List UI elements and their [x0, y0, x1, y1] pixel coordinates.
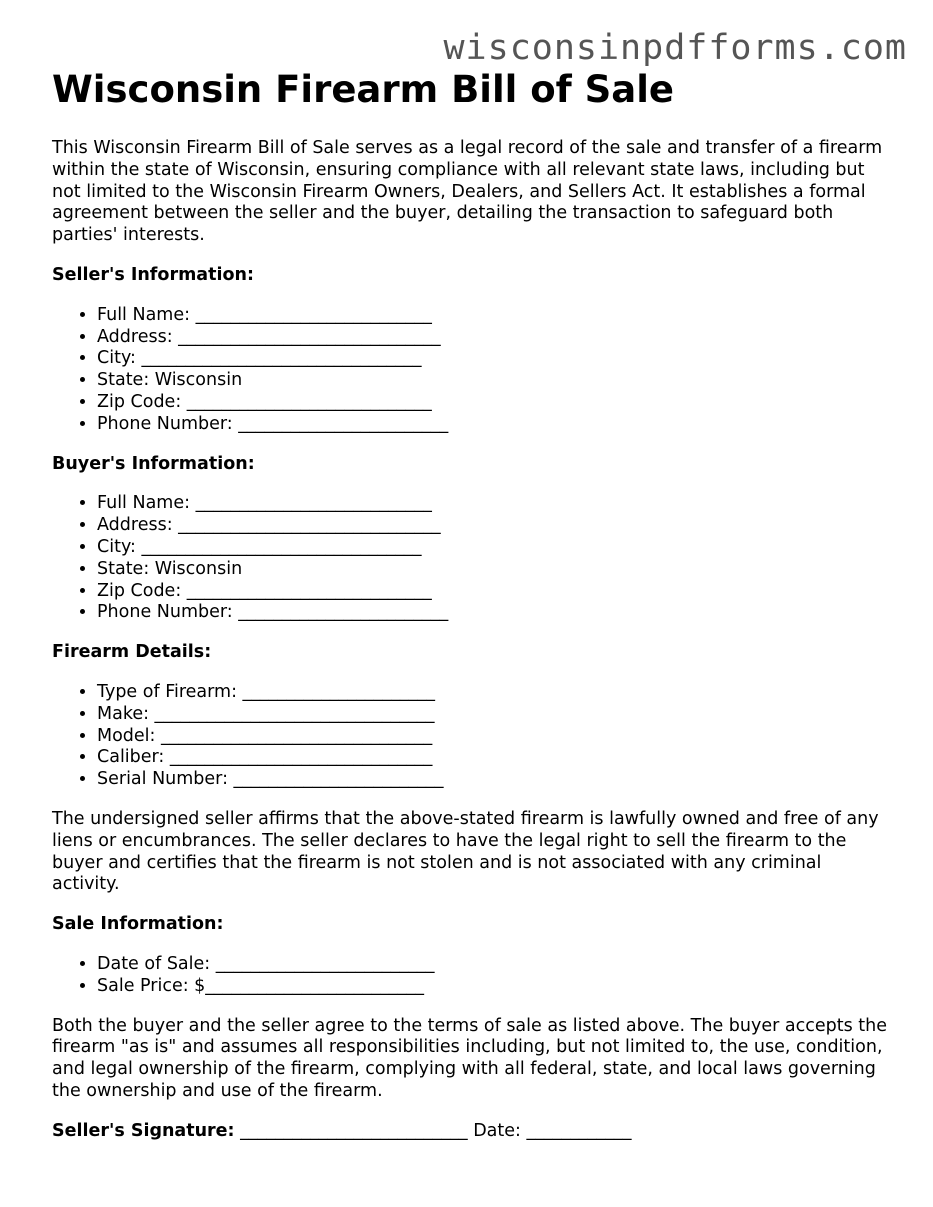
seller-list [52, 305, 892, 436]
sale-heading: Sale Information: [52, 914, 224, 935]
buyer-zip-field[interactable]: • Zip Code: ____________________________ [97, 581, 892, 603]
seller-state-field: • State: Wisconsin [97, 370, 892, 392]
seller-city-field[interactable]: • City: ________________________________ [97, 348, 892, 370]
document-body [52, 68, 892, 1142]
firearm-heading: Firearm Details: [52, 642, 212, 663]
firearm-type-field[interactable]: • Type of Firearm: ______________________ [97, 682, 892, 704]
buyer-state-field: • State: Wisconsin [97, 559, 892, 581]
buyer-full-name-field[interactable]: • Full Name: ___________________________ [97, 493, 892, 515]
seller-heading: Seller's Information: [52, 264, 254, 285]
intro-paragraph: This Wisconsin Firearm Bill of Sale serves as a legal record of the sale and transfer of a firearm within the state of Wisconsin, ensuring compliance with all relevant state laws, including but not limited to the Wisconsin Firearm Owners, Dealers, and Sellers Act. It establishes a formal agreement between the seller and the buyer, detailing the transaction to safeguard both parties' interests. [52, 138, 883, 246]
agreement-paragraph: Both the buyer and the seller agree to the terms of sale as listed above. The buyer accepts the firearm "as is" and assumes all responsibilities including, but not limited to, the use, condition, and legal ownership of the firearm, complying with all federal, state, and local laws governing the ownership and use of the firearm. [52, 1015, 887, 1101]
seller-address-field[interactable]: • Address: ______________________________ [97, 327, 892, 349]
firearm-serial-field[interactable]: • Serial Number: ________________________ [97, 769, 892, 791]
signature-row [52, 1121, 892, 1143]
firearm-list [52, 682, 892, 791]
seller-phone-field[interactable]: • Phone Number: ________________________ [97, 414, 892, 436]
buyer-address-field[interactable]: • Address: ______________________________ [97, 515, 892, 537]
firearm-make-field[interactable]: • Make: ________________________________ [97, 704, 892, 726]
affirmation-paragraph: The undersigned seller affirms that the above-stated firearm is lawfully owned and free of any liens or encumbrances. The seller declares to have the legal right to sell the firearm to the buyer and certifies that the firearm is not stolen and is not associated with any criminal activity. [52, 808, 879, 895]
buyer-phone-field[interactable]: • Phone Number: ________________________ [97, 602, 892, 624]
signature-label: Seller's Signature: [52, 1120, 235, 1141]
sale-date-field[interactable]: • Date of Sale: _________________________ [97, 954, 892, 976]
buyer-city-field[interactable]: • City: ________________________________ [97, 537, 892, 559]
page-title: Wisconsin Firearm Bill of Sale [52, 68, 675, 111]
firearm-model-field[interactable]: • Model: _______________________________ [97, 726, 892, 748]
buyer-heading: Buyer's Information: [52, 453, 255, 474]
seller-zip-field[interactable]: • Zip Code: ____________________________ [97, 392, 892, 414]
sale-list [52, 954, 892, 998]
signature-date-field[interactable]: __________________________ Date: ____________ [240, 1120, 632, 1141]
firearm-caliber-field[interactable]: • Caliber: ______________________________ [97, 747, 892, 769]
seller-full-name-field[interactable]: • Full Name: ___________________________ [97, 305, 892, 327]
buyer-list [52, 493, 892, 624]
watermark: wisconsinpdfforms.com [443, 28, 907, 68]
sale-price-field[interactable]: • Sale Price: $_________________________ [97, 976, 892, 998]
